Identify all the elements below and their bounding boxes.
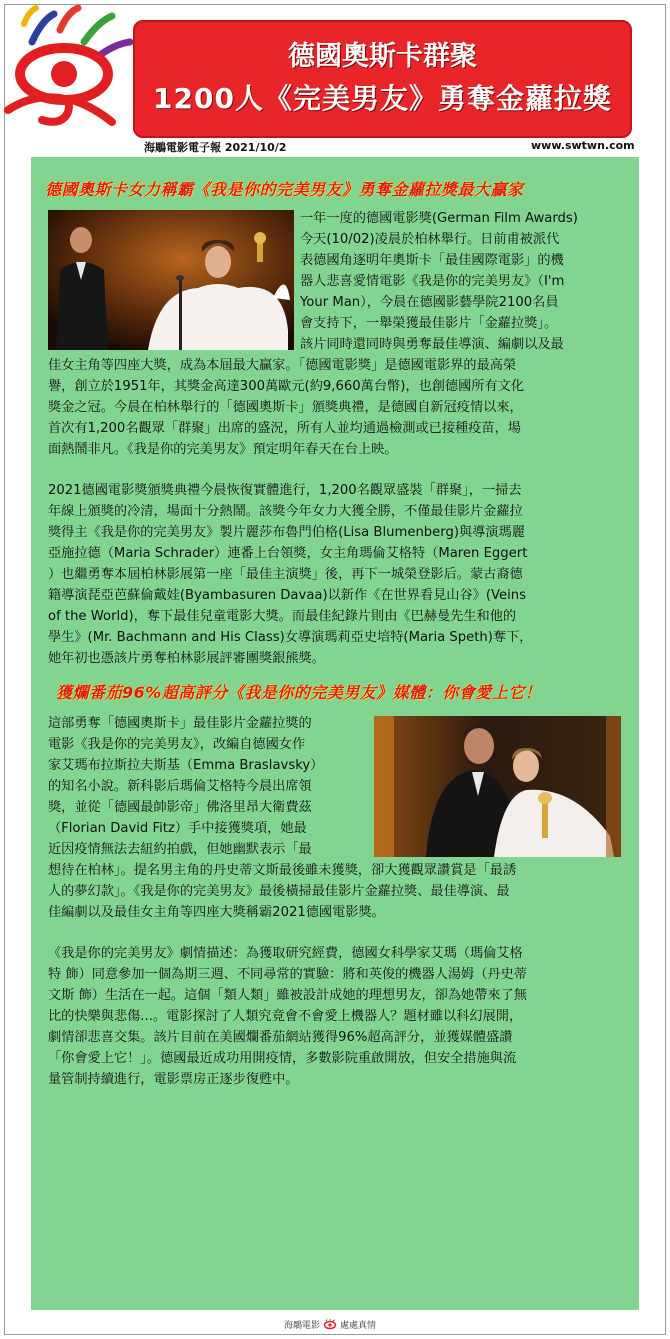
text-line: 近因疫情無法去紐約拍戲，但她幽默表示「最 [48,842,312,857]
footer-left-text: 海鵰電影 [284,1321,321,1331]
footer-branding [284,1318,376,1331]
text-line: Your Man），今晨在德國影藝學院2100名員 [300,295,559,310]
text-line: 會支持下，一舉榮獲最佳影片「金蘿拉獎」。 [300,316,558,331]
website-link[interactable]: www.swtwn.com [531,139,635,152]
text-line: 表德國角逐明年奧斯卡「最佳國際電影」的機 [300,253,564,268]
section1-wrap-text [300,208,634,355]
publisher-date: 海鵰電影電子報 2021/10/2 [144,141,287,154]
footer-logo-icon [323,1319,337,1331]
text-line: 文斯 飾）生活在一起。這個「類人類」雖被設計成她的理想男友，卻為她帶來了無 [48,988,527,1003]
text-line: 這部勇奪「德國奧斯卡」最佳影片金蘿拉獎的 [48,716,312,731]
text-line: 比的快樂與悲傷...。電影探討了人類究竟會不會愛上機器人？題材雖以科幻展開， [48,1009,523,1024]
text-line: 獎得主《我是你的完美男友》製片麗莎布魯門伯格(Lisa Blumenberg)與導演瑪麗 [48,525,525,540]
text-line: 獎金之冠。今晨在柏林舉行的「德國奧斯卡」頒獎典禮，是德國自新冠疫情以來， [48,400,523,415]
text-line: 的知名小說。新科影后瑪倫艾格特今晨出席領 [48,779,312,794]
text-line: 亞施拉德（Maria Schrader）連番上台領獎，女主角瑪倫艾格特（Maren Eggert [48,546,528,561]
award-ceremony-photo-2 [374,716,621,857]
text-line: 一年一度的德國電影獎(German Film Awards) [300,211,578,226]
text-line: 年線上頒獎的冷清，場面十分熱鬧。該獎今年女力大獲全勝，不僅最佳影片金蘿拉 [48,504,523,519]
text-line: 該片同時還同時與勇奪最佳導演、編劇以及最 [300,337,564,352]
section2-heading: 獲爛番茄96%超高評分《我是你的完美男友》媒體：你會愛上它！ [56,683,542,702]
section2-body-text [48,860,638,923]
text-line: 首次有1,200名觀眾「群聚」出席的盛況，所有人並均通過檢測或已接種疫苗，場 [48,421,521,436]
text-line: 器人悲喜愛情電影《我是你的完美男友》（I'm [300,274,565,289]
text-line: 獎，並從「德國最帥影帝」佛洛里昂大衛費茲 [48,800,312,815]
headline-banner [133,20,632,138]
section1-paragraph-2 [48,480,638,669]
text-line: 量管制持續進行，電影票房正逐步復甦中。 [48,1072,299,1087]
text-line: 她年初也憑該片勇奪柏林影展評審團獎銀熊獎。 [48,651,325,666]
text-line: of the World)，奪下最佳兒童電影大獎。而最佳紀錄片則由《巴赫曼先生和他的 [48,609,517,624]
swtwn-logo [2,2,134,128]
text-line: 譽，創立於1951年，其獎金高達300萬歐元(約9,660萬台幣)，也創德國所有文化 [48,379,525,394]
section1-heading: 德國奧斯卡女力稱霸《我是你的完美男友》勇奪金蘿拉獎最大贏家 [45,180,524,199]
section1-body-text [48,355,638,460]
text-line: 佳編劇以及最佳女主角等四座大獎稱霸2021德國電影獎。 [48,905,385,920]
text-line: 電影《我是你的完美男友》，改編自德國女作 [48,737,306,752]
text-line: （Florian David Fitz）手中接獲獎項，她最 [48,821,307,836]
text-line: 想待在柏林」。提名男主角的丹史蒂文斯最後雖未獲獎，卻大獲觀眾讚賞是「最誘 [48,863,517,878]
text-line: 家艾瑪布拉斯拉夫斯基（Emma Braslavsky） [48,758,324,773]
award-ceremony-photo-1 [48,210,294,350]
text-line: 「你會愛上它！」。德國最近成功用開疫情，多數影院重啟開放，但安全措施與流 [48,1051,517,1066]
text-line: 學生》(Mr. Bachmann and His Class)女導演瑪莉亞史培特(Maria Speth)奪下， [48,630,533,645]
text-line: ）也繼勇奪本屆柏林影展第一座「最佳主演獎」後，再下一城榮登影后。蒙古裔德 [48,567,523,582]
headline-line-2: 1200人《完美男友》勇奪金蘿拉獎 [153,82,612,115]
text-line: 面熱鬧非凡。《我是你的完美男友》預定明年春天在台上映。 [48,442,398,457]
section2-paragraph-2 [48,943,638,1090]
text-line: 劇情卻悲喜交集。該片目前在美國爛番茄網站獲得96%超高評分，並獲媒體盛讚 [48,1030,513,1045]
text-line: 今天(10/02)凌晨於柏林舉行。日前甫被派代 [300,232,560,247]
text-line: 佳女主角等四座大獎，成為本屆最大贏家。「德國電影獎」是德國電影界的最高榮 [48,358,517,373]
text-line: 人的夢幻款」。《我是你的完美男友》最後橫掃最佳影片金蘿拉獎、最佳導演、最 [48,884,510,899]
footer-right-text: 處處真情 [340,1321,377,1331]
text-line: 籍導演琵亞芭蘇倫戴娃(Byambasuren Davaa)以新作《在世界看見山谷》(Veins [48,588,527,603]
text-line: 特 飾）同意參加一個為期三週、不同尋常的實驗：將和英俊的機器人湯姆（丹史蒂 [48,967,527,982]
text-line: 2021德國電影獎頒獎典禮今晨恢復實體進行，1,200名觀眾盛裝「群聚」，一掃去 [48,483,522,498]
section2-wrap-text [48,713,370,860]
headline-line-1: 德國奧斯卡群聚 [288,41,477,72]
text-line: 《我是你的完美男友》劇情描述：為獲取研究經費，德國女科學家艾瑪（瑪倫艾格 [48,946,523,961]
